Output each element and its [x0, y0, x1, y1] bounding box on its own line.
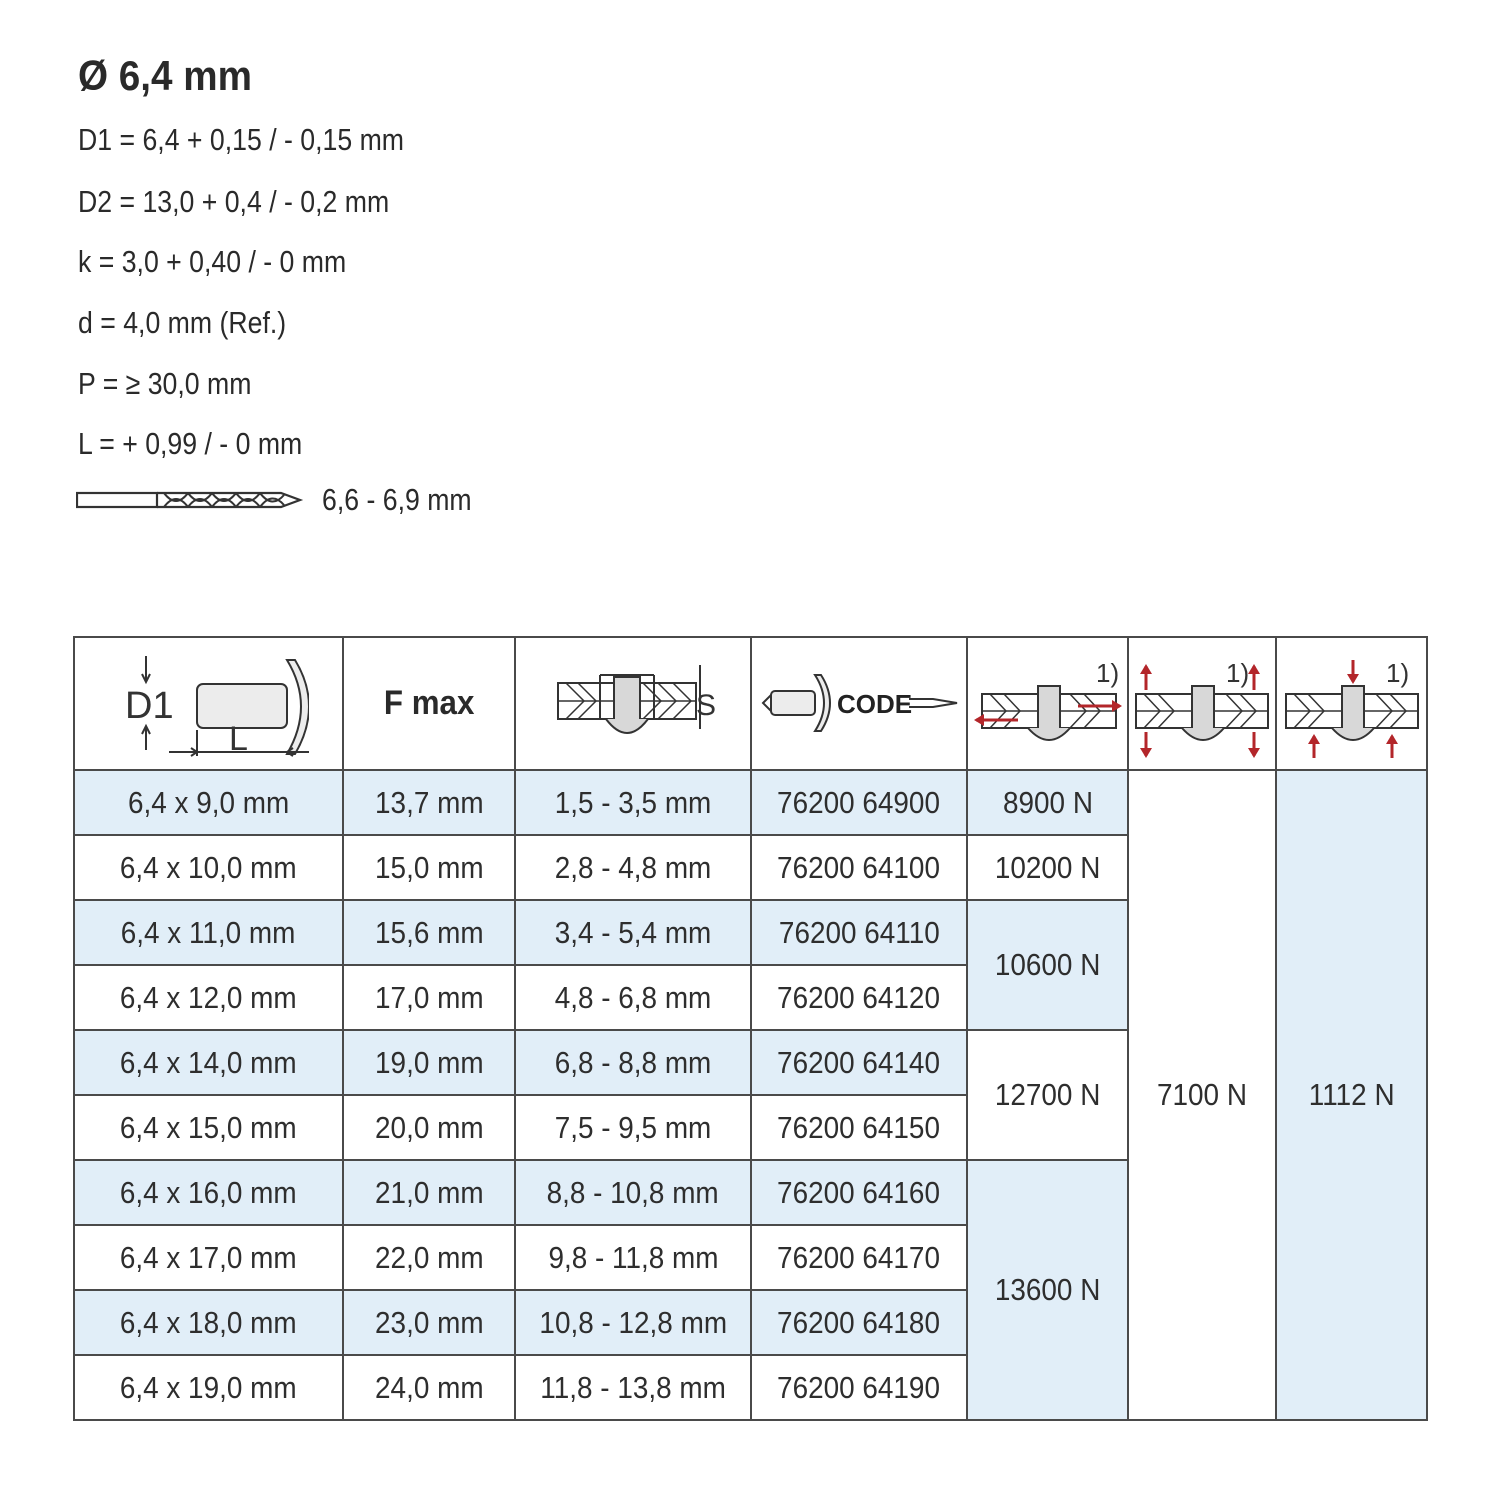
- cell-grip: 8,8 - 10,8 mm: [515, 1160, 751, 1225]
- cell-size: 6,4 x 17,0 mm: [74, 1225, 343, 1290]
- cell-grip: 6,8 - 8,8 mm: [515, 1030, 751, 1095]
- label-l: L: [228, 719, 248, 758]
- cell-size: 6,4 x 14,0 mm: [74, 1030, 343, 1095]
- cell-size: 6,4 x 15,0 mm: [74, 1095, 343, 1160]
- pin-retention-icon: [1280, 644, 1424, 764]
- cell-size: 6,4 x 12,0 mm: [74, 965, 343, 1030]
- table-header-row: [74, 637, 1427, 770]
- cell-size: 6,4 x 11,0 mm: [74, 900, 343, 965]
- cell-code: 76200 64120: [751, 965, 967, 1030]
- cell-shear: 8900 N: [967, 770, 1128, 835]
- cell-tensile: 7100 N: [1128, 770, 1276, 1420]
- cell-fmax: 19,0 mm: [343, 1030, 515, 1095]
- label-code: CODE: [837, 688, 913, 719]
- footnote-tensile: 1): [1226, 657, 1250, 688]
- table-row: [74, 770, 1427, 835]
- cell-size: 6,4 x 9,0 mm: [74, 770, 343, 835]
- cell-grip: 9,8 - 11,8 mm: [515, 1225, 751, 1290]
- cell-code: 76200 64160: [751, 1160, 967, 1225]
- header-pin-retention: [1276, 637, 1427, 770]
- cell-size: 6,4 x 19,0 mm: [74, 1355, 343, 1420]
- tensile-force-icon: [1130, 644, 1274, 764]
- cell-grip: 11,8 - 13,8 mm: [515, 1355, 751, 1420]
- cell-shear: 13600 N: [967, 1160, 1128, 1420]
- rivet-code-icon: [757, 669, 961, 739]
- cell-code: 76200 64100: [751, 835, 967, 900]
- cell-fmax: 23,0 mm: [343, 1290, 515, 1355]
- footnote-pin: 1): [1385, 657, 1409, 688]
- cell-shear: 12700 N: [967, 1030, 1128, 1160]
- cell-shear: 10200 N: [967, 835, 1128, 900]
- cell-fmax: 13,7 mm: [343, 770, 515, 835]
- cell-fmax: 15,6 mm: [343, 900, 515, 965]
- cell-fmax: 20,0 mm: [343, 1095, 515, 1160]
- header-shear: [967, 637, 1128, 770]
- rivet-dimension-icon: [109, 644, 309, 764]
- spec-p: P = ≥ 30,0 mm: [78, 366, 252, 401]
- cell-size: 6,4 x 16,0 mm: [74, 1160, 343, 1225]
- label-d1: D1: [124, 684, 174, 727]
- spec-d2: D2 = 13,0 + 0,4 / - 0,2 mm: [78, 184, 390, 219]
- header-code: [751, 637, 967, 770]
- cell-code: 76200 64140: [751, 1030, 967, 1095]
- spec-d: d = 4,0 mm (Ref.): [78, 305, 287, 340]
- cell-fmax: 24,0 mm: [343, 1355, 515, 1420]
- spec-d1: D1 = 6,4 + 0,15 / - 0,15 mm: [78, 122, 405, 157]
- cell-code: 76200 64180: [751, 1290, 967, 1355]
- cell-pin-retention: 1112 N: [1276, 770, 1427, 1420]
- cell-fmax: 17,0 mm: [343, 965, 515, 1030]
- cell-code: 76200 64150: [751, 1095, 967, 1160]
- cell-fmax: 21,0 mm: [343, 1160, 515, 1225]
- rivet-spec-table: [73, 636, 1428, 1421]
- header-fmax: F max: [343, 637, 515, 770]
- cell-grip: 1,5 - 3,5 mm: [515, 770, 751, 835]
- cell-size: 6,4 x 18,0 mm: [74, 1290, 343, 1355]
- spec-l: L = + 0,99 / - 0 mm: [78, 426, 303, 461]
- cell-code: 76200 64110: [751, 900, 967, 965]
- cell-code: 76200 64170: [751, 1225, 967, 1290]
- header-tensile: [1128, 637, 1276, 770]
- cell-grip: 4,8 - 6,8 mm: [515, 965, 751, 1030]
- cell-grip: 7,5 - 9,5 mm: [515, 1095, 751, 1160]
- cell-grip: 2,8 - 4,8 mm: [515, 835, 751, 900]
- cell-grip: 10,8 - 12,8 mm: [515, 1290, 751, 1355]
- footnote-shear: 1): [1095, 657, 1119, 688]
- cell-size: 6,4 x 10,0 mm: [74, 835, 343, 900]
- drill-bit-icon: [76, 487, 304, 513]
- page-title: Ø 6,4 mm: [78, 52, 252, 99]
- shear-force-icon: [970, 644, 1126, 764]
- cell-shear: 10600 N: [967, 900, 1128, 1030]
- cell-code: 76200 64900: [751, 770, 967, 835]
- grip-range-icon: [548, 659, 718, 749]
- cell-fmax: 15,0 mm: [343, 835, 515, 900]
- label-s: S: [696, 688, 717, 722]
- cell-fmax: 22,0 mm: [343, 1225, 515, 1290]
- cell-grip: 3,4 - 5,4 mm: [515, 900, 751, 965]
- cell-code: 76200 64190: [751, 1355, 967, 1420]
- drill-range: 6,6 - 6,9 mm: [322, 482, 472, 517]
- spec-k: k = 3,0 + 0,40 / - 0 mm: [78, 244, 347, 279]
- header-grip: [515, 637, 751, 770]
- header-dimension: [74, 637, 343, 770]
